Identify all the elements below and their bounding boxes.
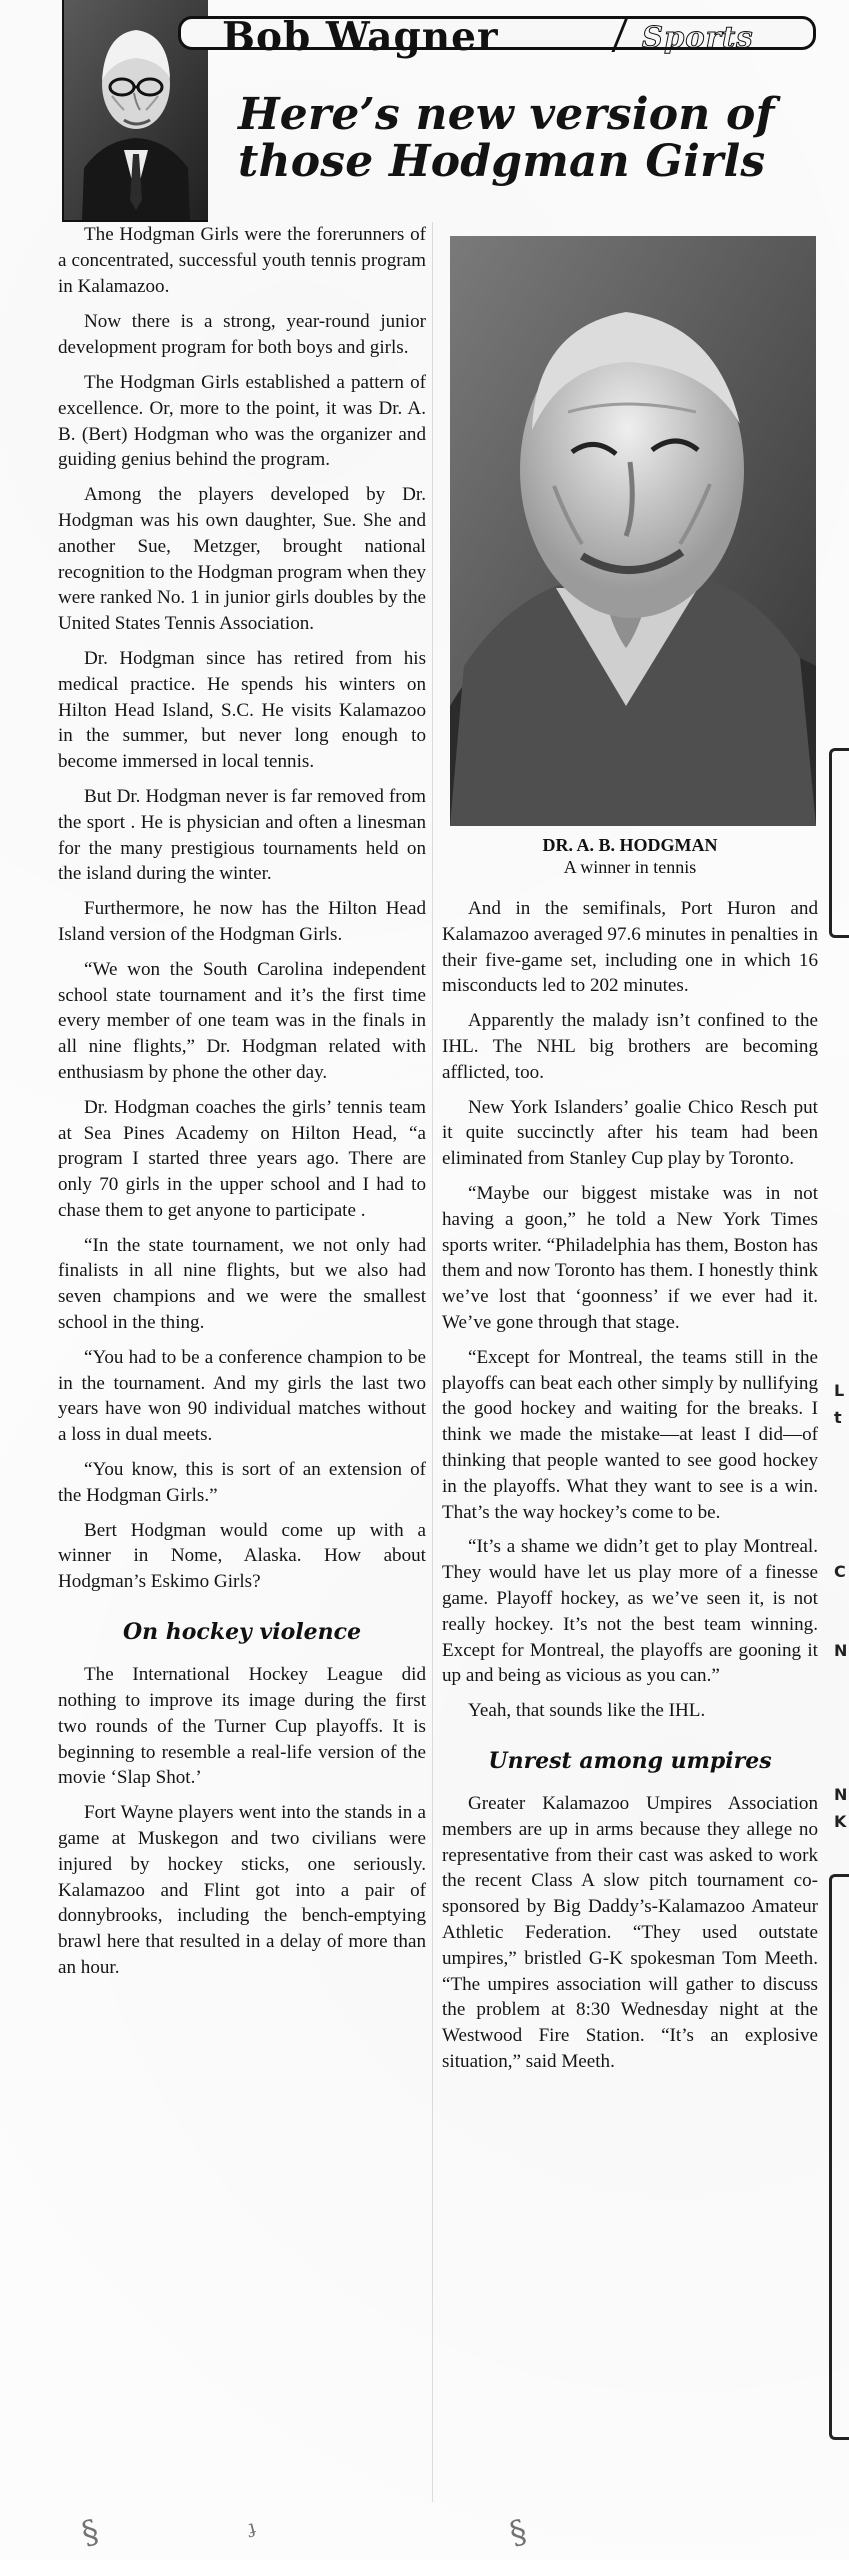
right-column bbox=[442, 222, 818, 2084]
article-paragraph: The Hodgman Girls established a pattern of excellence. Or, more to the point, it was Dr. A. B. (Bert) Hodgman who was the organizer and guiding genius behind the program. bbox=[58, 371, 426, 471]
article-paragraph: “In the state tournament, we not only had finalists in all nine flights, but we also had seven champions and we were the smallest school in the thing. bbox=[58, 1234, 426, 1334]
column-divider bbox=[432, 222, 433, 2502]
left-column bbox=[58, 222, 426, 1990]
article-paragraph: Now there is a strong, year-round junior development program for both boys and girls. bbox=[58, 311, 426, 359]
edge-bracket-bottom bbox=[829, 1874, 849, 2440]
article-paragraph: Greater Kalamazoo Umpires Association members are up in arms because they allege no representative from their cast was asked to work the recent Class A slow pitch tournament co-sponsored by Big Daddy’s-Kalamazoo Amateur Athletic Federation. “They used outstate umpires,” bristled G-K spokesman Tom Meeth. “The umpires association will gather to discuss the problem at 8:30 Wednesday night at the Westwood Fire Station. “It’s an explosive situation,” said Meeth. bbox=[442, 1793, 818, 2072]
article-paragraph: Apparently the malady isn’t confined to the IHL. The NHL big brothers are becoming afflicted, too. bbox=[442, 1010, 818, 1083]
photo-caption-subtitle: A winner in tennis bbox=[563, 857, 697, 877]
edge-letter: t bbox=[834, 1408, 842, 1427]
article-paragraph: Bert Hodgman would come up with a winner in Nome, Alaska. How about Hodgman’s Eskimo Girls? bbox=[58, 1519, 426, 1593]
article-headline: Here’s new version of those Hodgman Girls bbox=[238, 89, 775, 187]
article-paragraph: Yeah, that sounds like the IHL. bbox=[468, 1700, 706, 1722]
section-subhead: Unrest among umpires bbox=[488, 1747, 772, 1774]
article-paragraph: “We won the South Carolina independent school state tournament and it’s the first time every member of one team was in the finals in all nine flights,” Dr. Hodgman related with enthusiasm by phone the other day. bbox=[58, 958, 426, 1083]
article-paragraph: “Maybe our biggest mistake was in not having a goon,” he told a New York Times sports writer. “Philadelphia has them, Boston has them and now Toronto has them. I honestly think we’ve lost that ‘goonness’ if we ever had it. We’ve gone through that stage. bbox=[442, 1182, 818, 1333]
article-paragraph: Dr. Hodgman since has retired from his medical practice. He spends his winters on Hilton Head Island, S.C. He visits Kalamazoo in the summer, but never long enough to become immersed in local tennis. bbox=[58, 647, 426, 773]
article-paragraph: New York Islanders’ goalie Chico Resch put it quite succinctly after his team had been eliminated from Stanley Cup play by Toronto. bbox=[442, 1096, 818, 1170]
edge-letter: K bbox=[834, 1812, 847, 1831]
bottom-ornament: ᶡ bbox=[245, 2512, 262, 2552]
featured-photo bbox=[450, 236, 816, 826]
bottom-ornament: § bbox=[77, 2511, 103, 2553]
edge-letter: N bbox=[834, 1785, 848, 1804]
author-name: Bob Wagner bbox=[222, 14, 499, 60]
article-paragraph: “Except for Montreal, the teams still in the playoffs can beat each other simply by nullifying the good hockey and waiting for the breaks. I think we made the mistake—at least I did—of thinking that people wanted to see good hockey in the playoffs. What they want to see is a win. That’s the way hockey’s come to be. bbox=[442, 1346, 818, 1523]
article-paragraph: The Hodgman Girls were the forerunners of a concentrated, successful youth tennis program in Kalamazoo. bbox=[58, 224, 426, 297]
article-paragraph: Furthermore, he now has the Hilton Head Island version of the Hodgman Girls. bbox=[58, 898, 426, 945]
edge-bracket-top bbox=[829, 748, 849, 938]
bottom-ornament: § bbox=[505, 2511, 531, 2553]
edge-letter: N bbox=[834, 1641, 848, 1660]
article-paragraph: Among the players developed by Dr. Hodgman was his own daughter, Sue. She and another Sue, Metzger, brought national recognition to the Hodgman program when they were ranked No. 1 in junior girls doubles by the United States Tennis Association. bbox=[58, 484, 426, 635]
photo-caption-name: DR. A. B. HODGMAN bbox=[542, 835, 718, 855]
article-paragraph: “It’s a shame we didn’t get to play Montreal. They would have let us play more of a finesse game. Playoff hockey, as we’ve seen it, is not really hockey. It’s not the best team winning. Except for Montreal, the playoffs are gooning it up and being as vicious as you can.” bbox=[442, 1536, 818, 1687]
article-paragraph: Fort Wayne players went into the stands in a game at Muskegon and two civilians were injured by hockey sticks, one seriously. Kalamazoo and Flint got into a pair of donnybrooks, including the bench-emptying brawl here that resulted in a delay of more than an hour. bbox=[58, 1802, 426, 1978]
article-paragraph: The International Hockey League did nothing to improve its image during the first two rounds of the Turner Cup playoffs. It is beginning to resemble a real-life version of the movie ‘Slap Shot.’ bbox=[58, 1664, 426, 1789]
edge-letter: L bbox=[834, 1381, 845, 1400]
article-paragraph: Dr. Hodgman coaches the girls’ tennis team at Sea Pines Academy on Hilton Head, “a program I started three years ago. There are only 70 girls in the upper school and I had to chase them to get anyone to participate . bbox=[58, 1096, 426, 1221]
section-subhead: On hockey violence bbox=[122, 1619, 362, 1646]
edge-letter: C bbox=[834, 1562, 846, 1581]
article-paragraph: “You had to be a conference champion to be in the tournament. And my girls the last two years have won 90 individual matches without a loss in dual meets. bbox=[58, 1346, 426, 1446]
article-paragraph: But Dr. Hodgman never is far removed from the sport . He is physician and often a linesman for the many prestigious tournaments held on the island during the winter. bbox=[58, 785, 426, 885]
article-paragraph: And in the semifinals, Port Huron and Kalamazoo averaged 97.6 minutes in penalties in their five-game set, including one in which 16 misconducts led to 202 minutes. bbox=[442, 898, 818, 997]
article-paragraph: “You know, this is sort of an extension of the Hodgman Girls.” bbox=[58, 1459, 426, 1506]
portrait-image bbox=[450, 236, 816, 826]
section-name: Sports bbox=[642, 20, 754, 54]
